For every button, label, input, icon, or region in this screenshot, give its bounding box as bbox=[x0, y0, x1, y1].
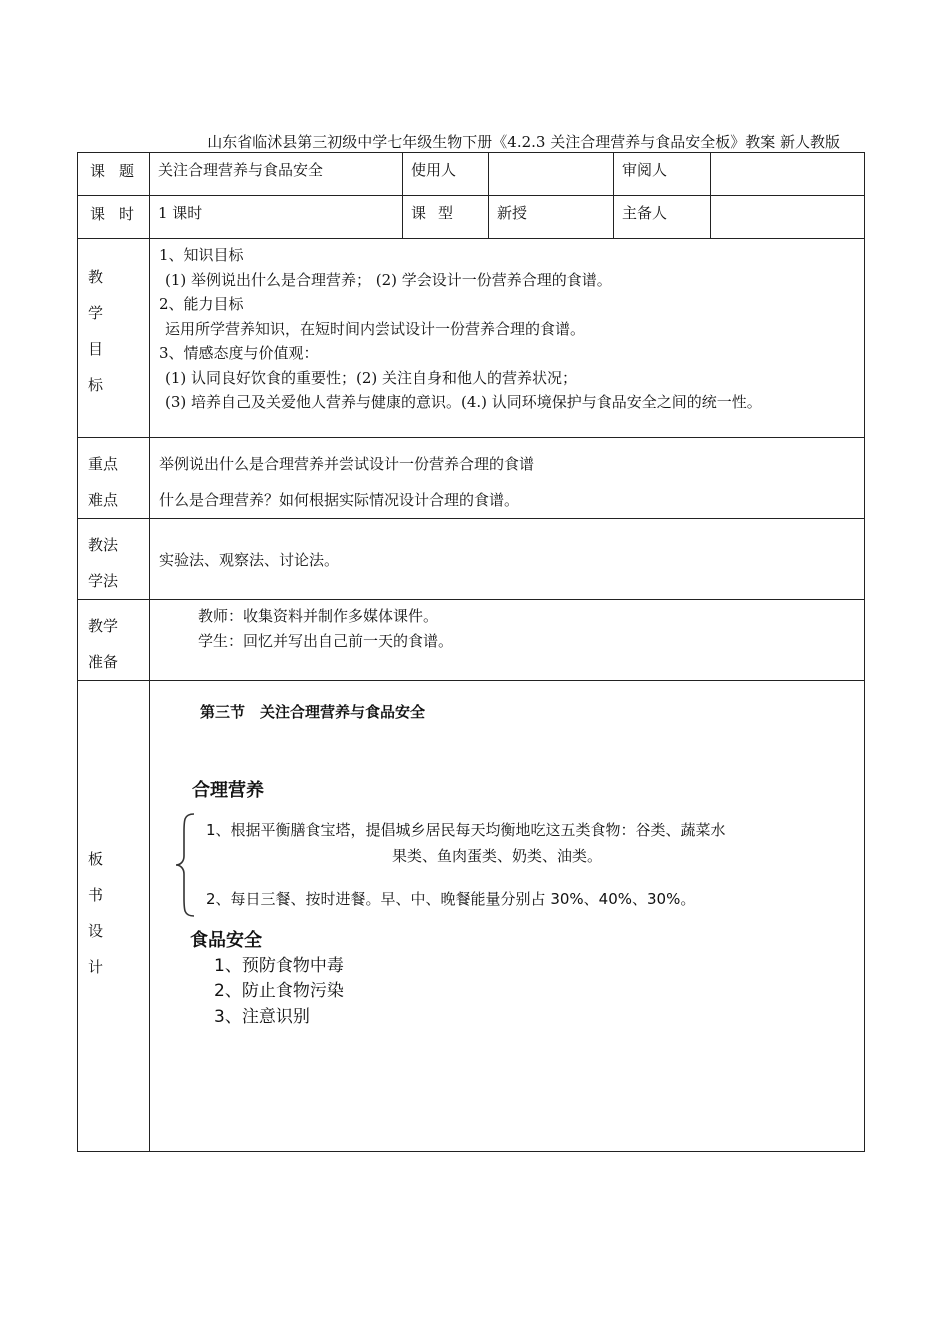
reviewer-value-cell bbox=[711, 153, 865, 196]
user-label-cell bbox=[403, 153, 489, 196]
board-safety-item: 2、防止食物污染 bbox=[214, 981, 344, 1001]
difficult-point: 什么是合理营养？如何根据实际情况设计合理的食谱。 bbox=[159, 491, 520, 509]
user-label: 使用人 bbox=[411, 161, 457, 179]
board-design bbox=[150, 681, 864, 1149]
topic-value-cell bbox=[150, 153, 403, 196]
board-label: 板 书 设 计 bbox=[88, 850, 104, 976]
row-goals bbox=[78, 239, 865, 438]
prep-student: 学生：回忆并写出自己前一天的食谱。 bbox=[198, 632, 454, 650]
curly-brace-icon bbox=[174, 812, 196, 918]
goal-line: (3) 培养自己及关爱他人营养与健康的意识。(4.) 认同环境保护与食品安全之间的统一性。 bbox=[165, 393, 762, 411]
goal-line: (1) 举例说出什么是合理营养； (2) 学会设计一份营养合理的食谱。 bbox=[165, 270, 612, 289]
lesson-plan-table bbox=[77, 152, 865, 1152]
prep-teacher: 教师：收集资料并制作多媒体课件。 bbox=[198, 607, 439, 625]
topic-label: 课题 bbox=[90, 162, 149, 180]
row-methods bbox=[78, 519, 865, 600]
goal-line: (1) 认同良好饮食的重要性；(2) 关注自身和他人的营养状况； bbox=[165, 368, 578, 387]
board-heading-nutrition: 合理营养 bbox=[192, 780, 264, 801]
goals-content bbox=[150, 239, 864, 415]
methods-label: 教法 学法 bbox=[88, 536, 119, 590]
hours-value: 1 课时 bbox=[158, 204, 203, 222]
keypoints-label: 重点 难点 bbox=[88, 455, 119, 509]
lesson-type-label: 课型 bbox=[411, 204, 466, 222]
board-item-1-line-2: 果类、鱼肉蛋类、奶类、油类。 bbox=[392, 847, 603, 865]
document-title: 山东省临沭县第三初级中学七年级生物下册《4.2.3 关注合理营养与食品安全板》教案 新人教版 bbox=[207, 133, 840, 151]
methods-text: 实验法、观察法、讨论法。 bbox=[159, 550, 340, 569]
board-item-2: 2、每日三餐、按时进餐。早、中、晚餐能量分别占 30%、40%、30%。 bbox=[206, 890, 696, 908]
row-keypoints bbox=[78, 438, 865, 519]
row-hours bbox=[78, 196, 865, 239]
preparer-label: 主备人 bbox=[622, 204, 668, 222]
row-topic bbox=[78, 153, 865, 196]
reviewer-value bbox=[711, 153, 864, 167]
board-safety-item: 1、预防食物中毒 bbox=[214, 956, 344, 976]
prep-label: 教学 准备 bbox=[88, 617, 119, 671]
board-item-1-line-1: 1、根据平衡膳食宝塔，提倡城乡居民每天均衡地吃这五类食物：谷类、蔬菜水 bbox=[206, 821, 726, 839]
row-prep bbox=[78, 600, 865, 681]
row-board bbox=[78, 681, 865, 1152]
board-section-title: 第三节 关注合理营养与食品安全 bbox=[200, 703, 426, 721]
lesson-type-value: 新授 bbox=[497, 204, 528, 222]
goal-line: 运用所学营养知识，在短时间内尝试设计一份营养合理的食谱。 bbox=[165, 319, 586, 338]
board-heading-safety: 食品安全 bbox=[190, 930, 262, 951]
topic-label-cell bbox=[78, 153, 150, 196]
goal-line: 1、知识目标 bbox=[159, 246, 244, 264]
hours-label: 课时 bbox=[90, 205, 149, 223]
reviewer-label-cell bbox=[614, 153, 711, 196]
goal-line: 3、情感态度与价值观： bbox=[159, 344, 319, 362]
board-safety-item: 3、注意识别 bbox=[214, 1007, 310, 1027]
reviewer-label: 审阅人 bbox=[622, 161, 668, 179]
key-point: 举例说出什么是合理营养并尝试设计一份营养合理的食谱 bbox=[159, 455, 535, 473]
preparer-value bbox=[711, 196, 864, 210]
user-value-cell bbox=[489, 153, 614, 196]
topic-value: 关注合理营养与食品安全 bbox=[158, 161, 324, 179]
user-value bbox=[489, 153, 613, 167]
goal-line: 2、能力目标 bbox=[159, 295, 244, 313]
goals-label: 教 学 目 标 bbox=[88, 268, 104, 394]
